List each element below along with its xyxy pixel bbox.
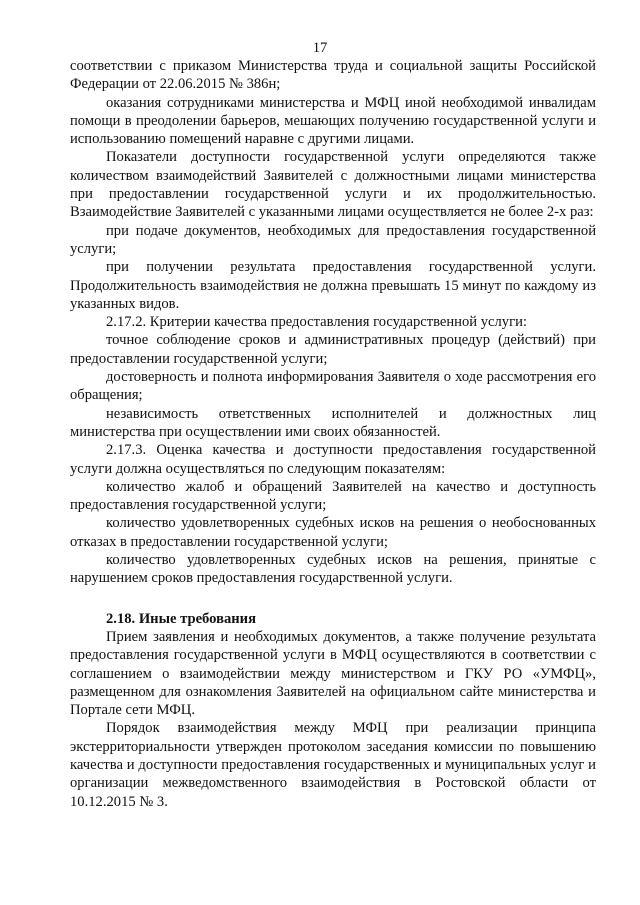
paragraph: точное соблюдение сроков и административных процедур (действий) при предоставлении государственной услуги; bbox=[70, 332, 596, 367]
paragraph: при получении результата предоставления государственной услуги. Продолжительность взаимодействия не должна превышать 15 минут по каждому из указанных видов. bbox=[70, 259, 596, 312]
section-heading: 2.18. Иные требования bbox=[106, 610, 256, 627]
paragraph: количество удовлетворенных судебных исков на решения о необоснованных отказах в предоставлении государственной услуги; bbox=[70, 515, 596, 550]
paragraph: независимость ответственных исполнителей и должностных лиц министерства при осуществлении ими своих обязанностей. bbox=[70, 405, 596, 440]
paragraph: 2.17.3. Оценка качества и доступности предоставления государственной услуги должна осуществляться по следующим показателям: bbox=[70, 442, 596, 477]
paragraph: количество удовлетворенных судебных исков на решения, принятые с нарушением сроков предоставления государственной услуги. bbox=[70, 552, 596, 587]
paragraph: количество жалоб и обращений Заявителей на качество и доступность предоставления государственной услуги; bbox=[70, 478, 596, 514]
paragraph: Прием заявления и необходимых документов, а также получение результата предоставления государственной услуги в МФЦ осуществляются в соответствии с соглашением о взаимодействии между министерством и ГКУ РО «УМФЦ», размещенном для ознакомления Заявителей на официальном сайте министерства и Портале сети МФЦ. bbox=[70, 628, 596, 719]
paragraph: 2.17.2. Критерии качества предоставления государственной услуги: bbox=[106, 314, 527, 331]
paragraph: достоверность и полнота информирования Заявителя о ходе рассмотрения его обращения; bbox=[70, 369, 596, 404]
section-spacer bbox=[70, 588, 596, 610]
paragraph: соответствии с приказом Министерства труда и социальной защиты Российской Федерации от 22.06.2015 № 386н; bbox=[70, 58, 596, 93]
document-body bbox=[70, 57, 596, 811]
paragraph: Показатели доступности государственной услуги определяются также количеством взаимодействий Заявителей с должностными лицами министерства при предоставлении государственной услуги и их продолжительностью. Взаимодействие Заявителей с указанными лицами осуществляется не более 2-х раз: bbox=[70, 149, 596, 221]
page-number: 17 bbox=[312, 40, 328, 56]
paragraph: при подаче документов, необходимых для предоставления государственной услуги; bbox=[70, 222, 596, 257]
paragraph: Порядок взаимодействия между МФЦ при реализации принципа экстерриториальности утвержден протоколом заседания комиссии по повышению качества и доступности предоставления государственных и муниципальных услуг и организации межведомственного взаимодействия в Ростовской области от 10.12.2015 № 3. bbox=[70, 720, 596, 810]
paragraph: оказания сотрудниками министерства и МФЦ иной необходимой инвалидам помощи в преодолении барьеров, мешающих получению государственной услуги и использованию помещений наравне с другими лицами. bbox=[70, 94, 596, 148]
